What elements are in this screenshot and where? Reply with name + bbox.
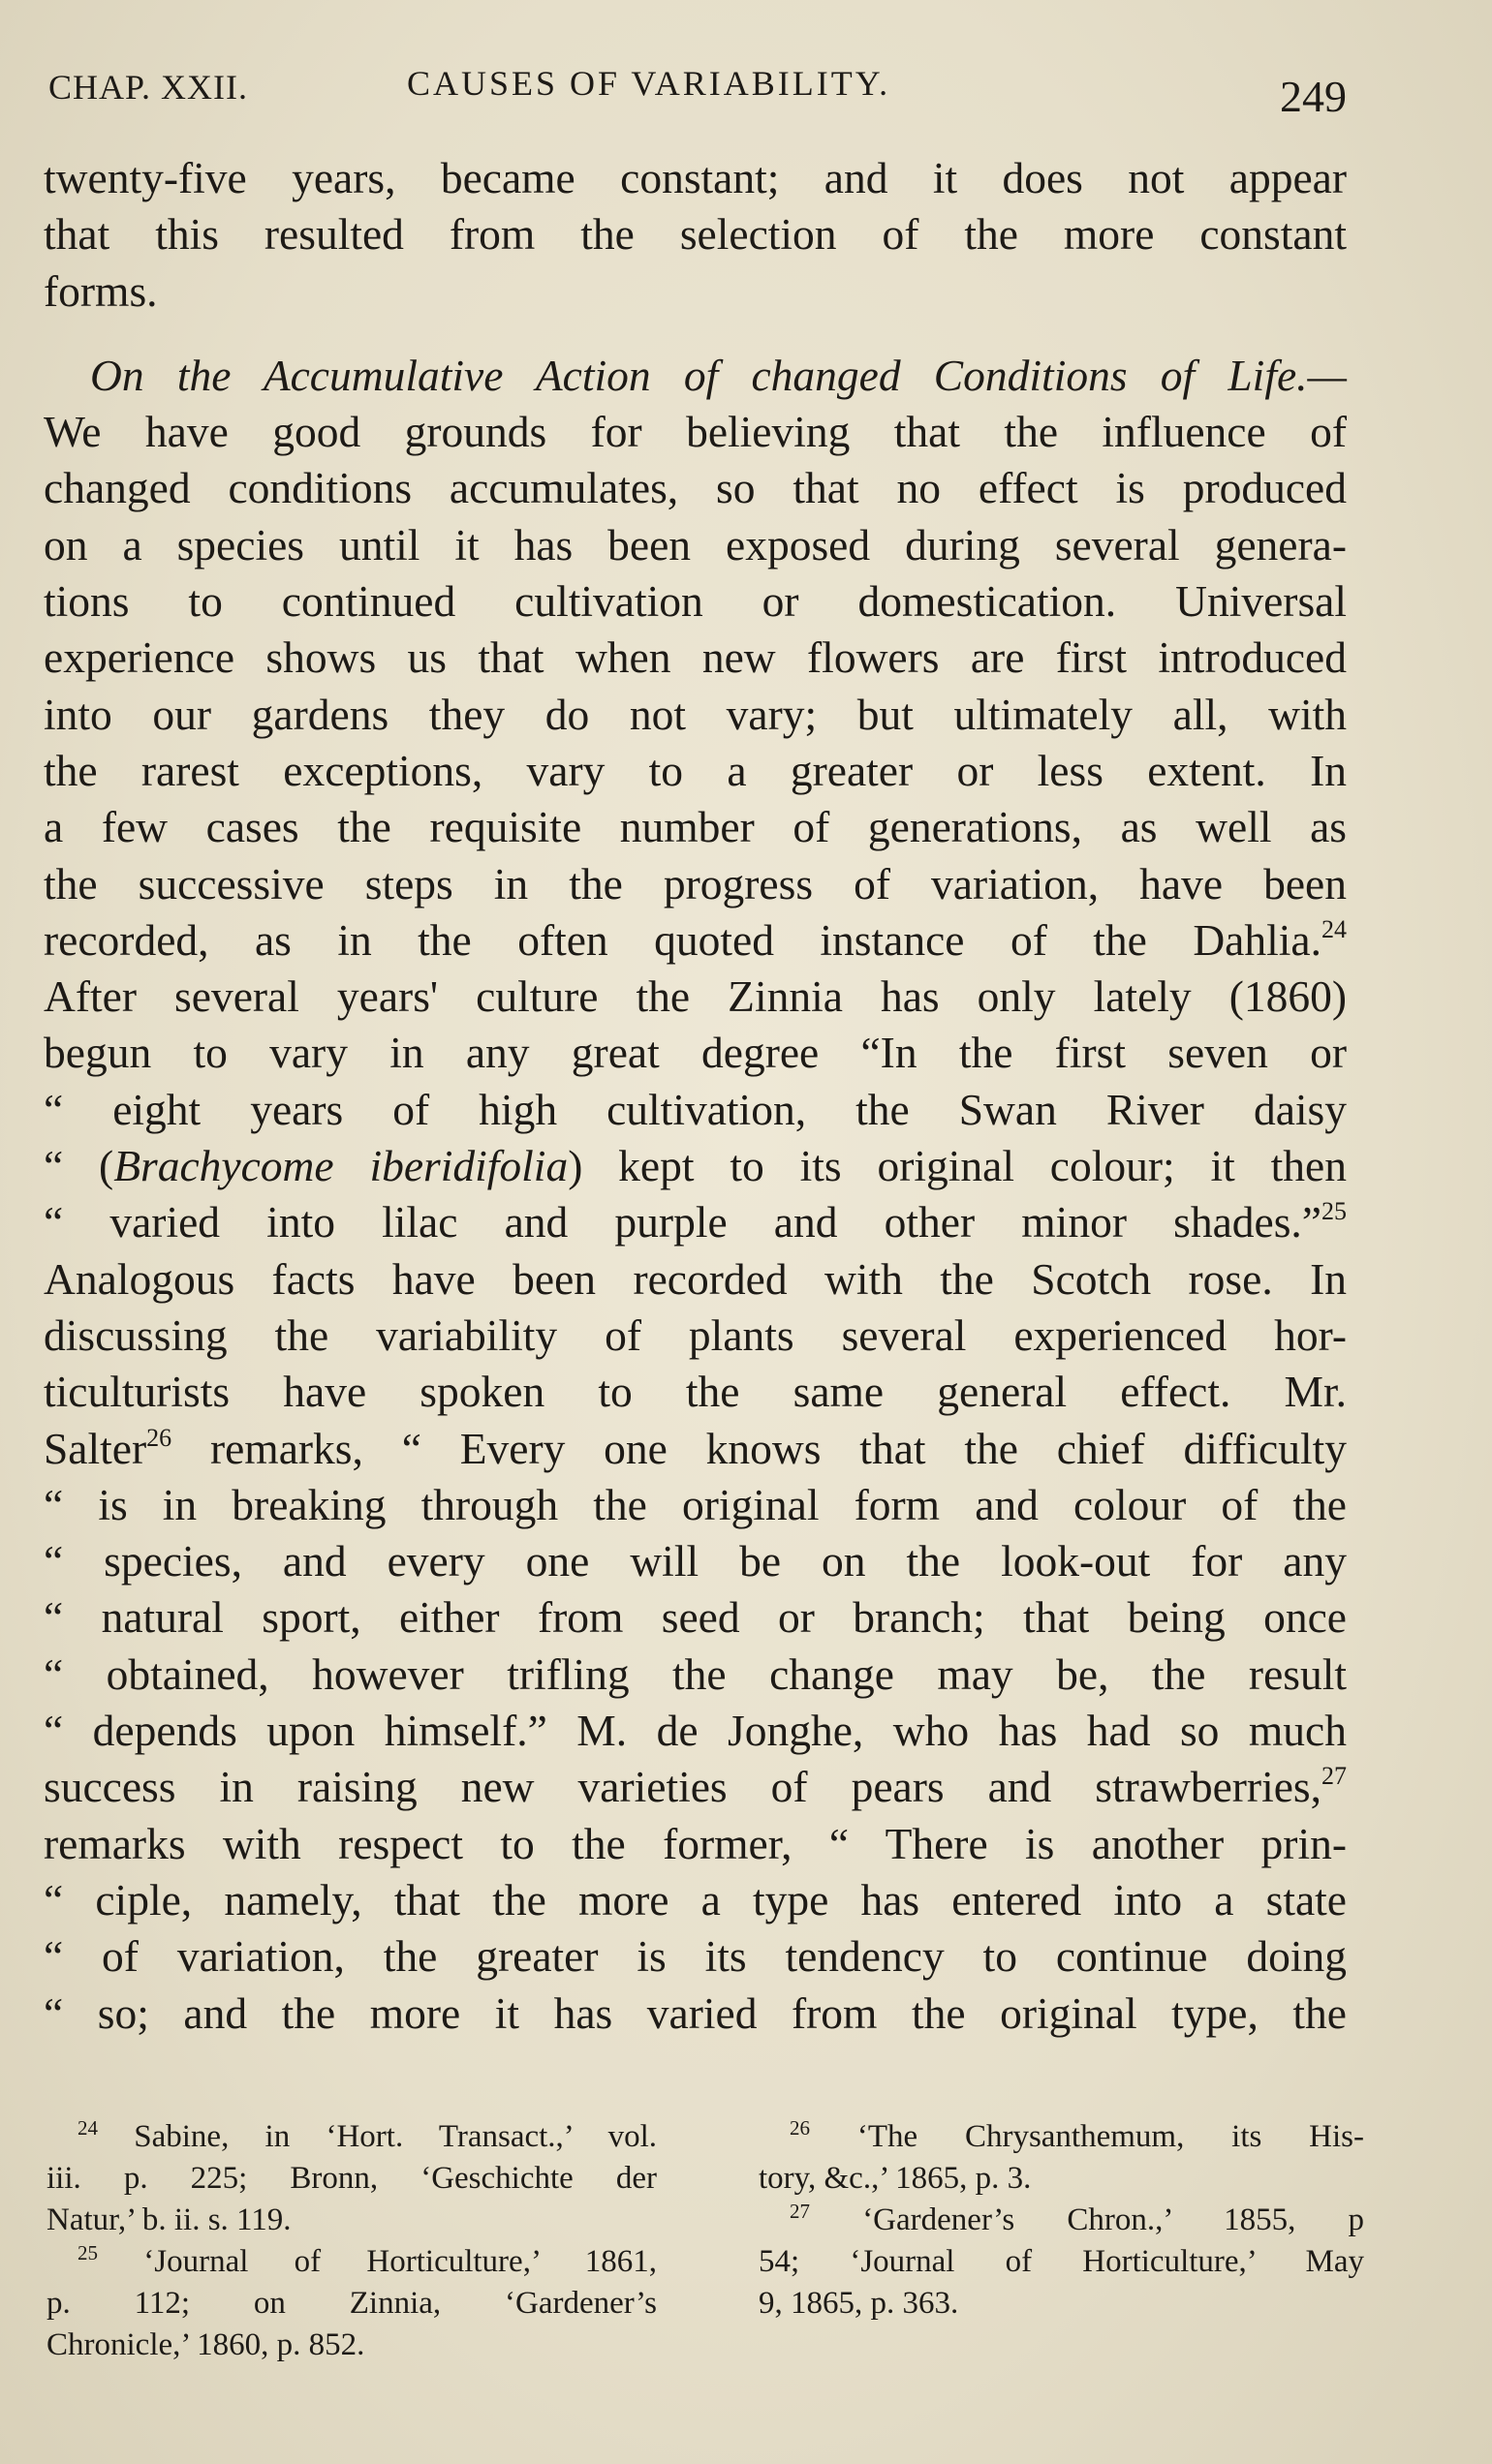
- footnote-line: tory, &c.,’ 1865, p. 3.: [759, 2161, 1032, 2196]
- footnote-line: [47, 2241, 657, 2283]
- text-line: changed conditions accumulates, so that no effect is produced: [44, 463, 1347, 513]
- text-line: [44, 1138, 1347, 1194]
- text-line: “ natural sport, either from seed or branch; that being once: [44, 1592, 1347, 1643]
- paragraph-gap: [44, 320, 1347, 348]
- footnote-text: ‘Journal of Horticulture,’ 1861,: [143, 2244, 657, 2279]
- footnote-line: 9, 1865, p. 363.: [759, 2286, 959, 2321]
- footnote-line: p. 112; on Zinnia, ‘Gardener’s: [47, 2286, 657, 2321]
- text-line: begun to vary in any great degree “In the first seven or: [44, 1028, 1347, 1078]
- text-line: [44, 1421, 1347, 1477]
- text-line: [44, 1759, 1347, 1815]
- footnote-ref-26: 26: [146, 1423, 172, 1452]
- footnote-number: 27: [790, 2200, 810, 2223]
- section-heading: On the Accumulative Action of changed Conditions of Life.—: [90, 350, 1347, 400]
- text-line: into our gardens they do not vary; but ultimately all, with: [44, 689, 1347, 739]
- line-text: “ varied into lilac and purple and other minor shades.”: [44, 1197, 1321, 1247]
- footnote-line: [759, 2200, 1364, 2241]
- text-line: “ is in breaking through the original form and colour of the: [44, 1479, 1347, 1529]
- footnote-number: 24: [78, 2116, 98, 2140]
- text-line: experience shows us that when new flowers are first introduced: [44, 632, 1347, 683]
- text-line: “ obtained, however trifling the change may be, the result: [44, 1648, 1347, 1699]
- text-line: We have good grounds for believing that the influence of: [44, 407, 1347, 457]
- text-line: forms.: [44, 265, 158, 316]
- text-line: After several years' culture the Zinnia has only lately (1860): [44, 971, 1347, 1022]
- text-line: [44, 1194, 1347, 1250]
- text-line: discussing the variability of plants several experienced hor-: [44, 1309, 1347, 1360]
- footnote-line: 54; ‘Journal of Horticulture,’ May: [759, 2244, 1364, 2279]
- text-line: on a species until it has been exposed during several genera-: [44, 519, 1347, 570]
- text-line: “ so; and the more it has varied from the original type, the: [44, 1987, 1347, 2038]
- footnote-line: Natur,’ b. ii. s. 119.: [47, 2202, 292, 2237]
- text-line: [44, 912, 1347, 969]
- text-line: tions to continued cultivation or domestication. Universal: [44, 576, 1347, 627]
- chapter-title: CAUSES OF VARIABILITY.: [407, 64, 891, 103]
- footnote-ref-27: 27: [1321, 1762, 1347, 1791]
- footnote-text: ‘The Chrysanthemum, its His-: [856, 2119, 1364, 2154]
- text-line: twenty-five years, became constant; and it does not appear: [44, 153, 1347, 202]
- text-line: ticulturists have spoken to the same general effect. Mr.: [44, 1367, 1347, 1417]
- footnotes-right-column: [759, 2116, 1364, 2325]
- chapter-label: CHAP. XXII.: [48, 68, 249, 107]
- footnotes-left-column: [47, 2116, 657, 2366]
- footnote-line: [47, 2116, 657, 2158]
- page-number: 249: [1280, 72, 1347, 121]
- body-text: [44, 150, 1347, 2042]
- text-line: remarks with respect to the former, “ There is another prin-: [44, 1818, 1347, 1868]
- footnote-ref-25: 25: [1321, 1197, 1347, 1226]
- line-text: “ (: [44, 1141, 114, 1191]
- footnote-number: 25: [78, 2241, 98, 2264]
- footnote-24: [47, 2116, 657, 2241]
- line-text: remarks, “ Every one knows that the chief difficulty: [171, 1423, 1347, 1473]
- footnote-26: [759, 2116, 1364, 2200]
- text-line: the successive steps in the progress of variation, have been: [44, 858, 1347, 909]
- footnote-text: ‘Gardener’s Chron.,’ 1855, p: [862, 2202, 1365, 2237]
- footnote-line: Chronicle,’ 1860, p. 852.: [47, 2327, 365, 2362]
- text-line: a few cases the requisite number of generations, as well as: [44, 802, 1347, 852]
- line-text: recorded, as in the often quoted instance of the Dahlia.: [44, 914, 1321, 965]
- footnote-text: Sabine, in ‘Hort. Transact.,’ vol.: [134, 2119, 658, 2154]
- footnote-25: [47, 2241, 657, 2366]
- footnote-ref-24: 24: [1321, 914, 1347, 943]
- line-text: Salter: [44, 1423, 147, 1473]
- text-line: “ depends upon himself.” M. de Jonghe, who has had so much: [44, 1706, 1347, 1756]
- footnote-number: 26: [790, 2116, 810, 2140]
- text-line: the rarest exceptions, vary to a greater or less extent. In: [44, 745, 1347, 795]
- species-name: Brachycome iberidifolia: [113, 1141, 569, 1191]
- text-line: “ of variation, the greater is its tendency to continue doing: [44, 1931, 1347, 1982]
- text-line: “ species, and every one will be on the look-out for any: [44, 1536, 1347, 1586]
- text-line: Analogous facts have been recorded with the Scotch rose. In: [44, 1253, 1347, 1304]
- text-line: “ ciple, namely, that the more a type has entered into a state: [44, 1874, 1347, 1925]
- text-line: “ eight years of high cultivation, the Swan River daisy: [44, 1084, 1347, 1134]
- line-text: ) kept to its original colour; it then: [568, 1141, 1347, 1191]
- footnote-27: [759, 2200, 1364, 2325]
- text-line: that this resulted from the selection of the more constant: [44, 209, 1347, 260]
- footnote-line: [759, 2116, 1364, 2158]
- line-text: success in raising new varieties of pears and strawberries,: [44, 1762, 1321, 1812]
- running-head: [48, 53, 1347, 121]
- footnote-line: iii. p. 225; Bronn, ‘Geschichte der: [47, 2161, 657, 2196]
